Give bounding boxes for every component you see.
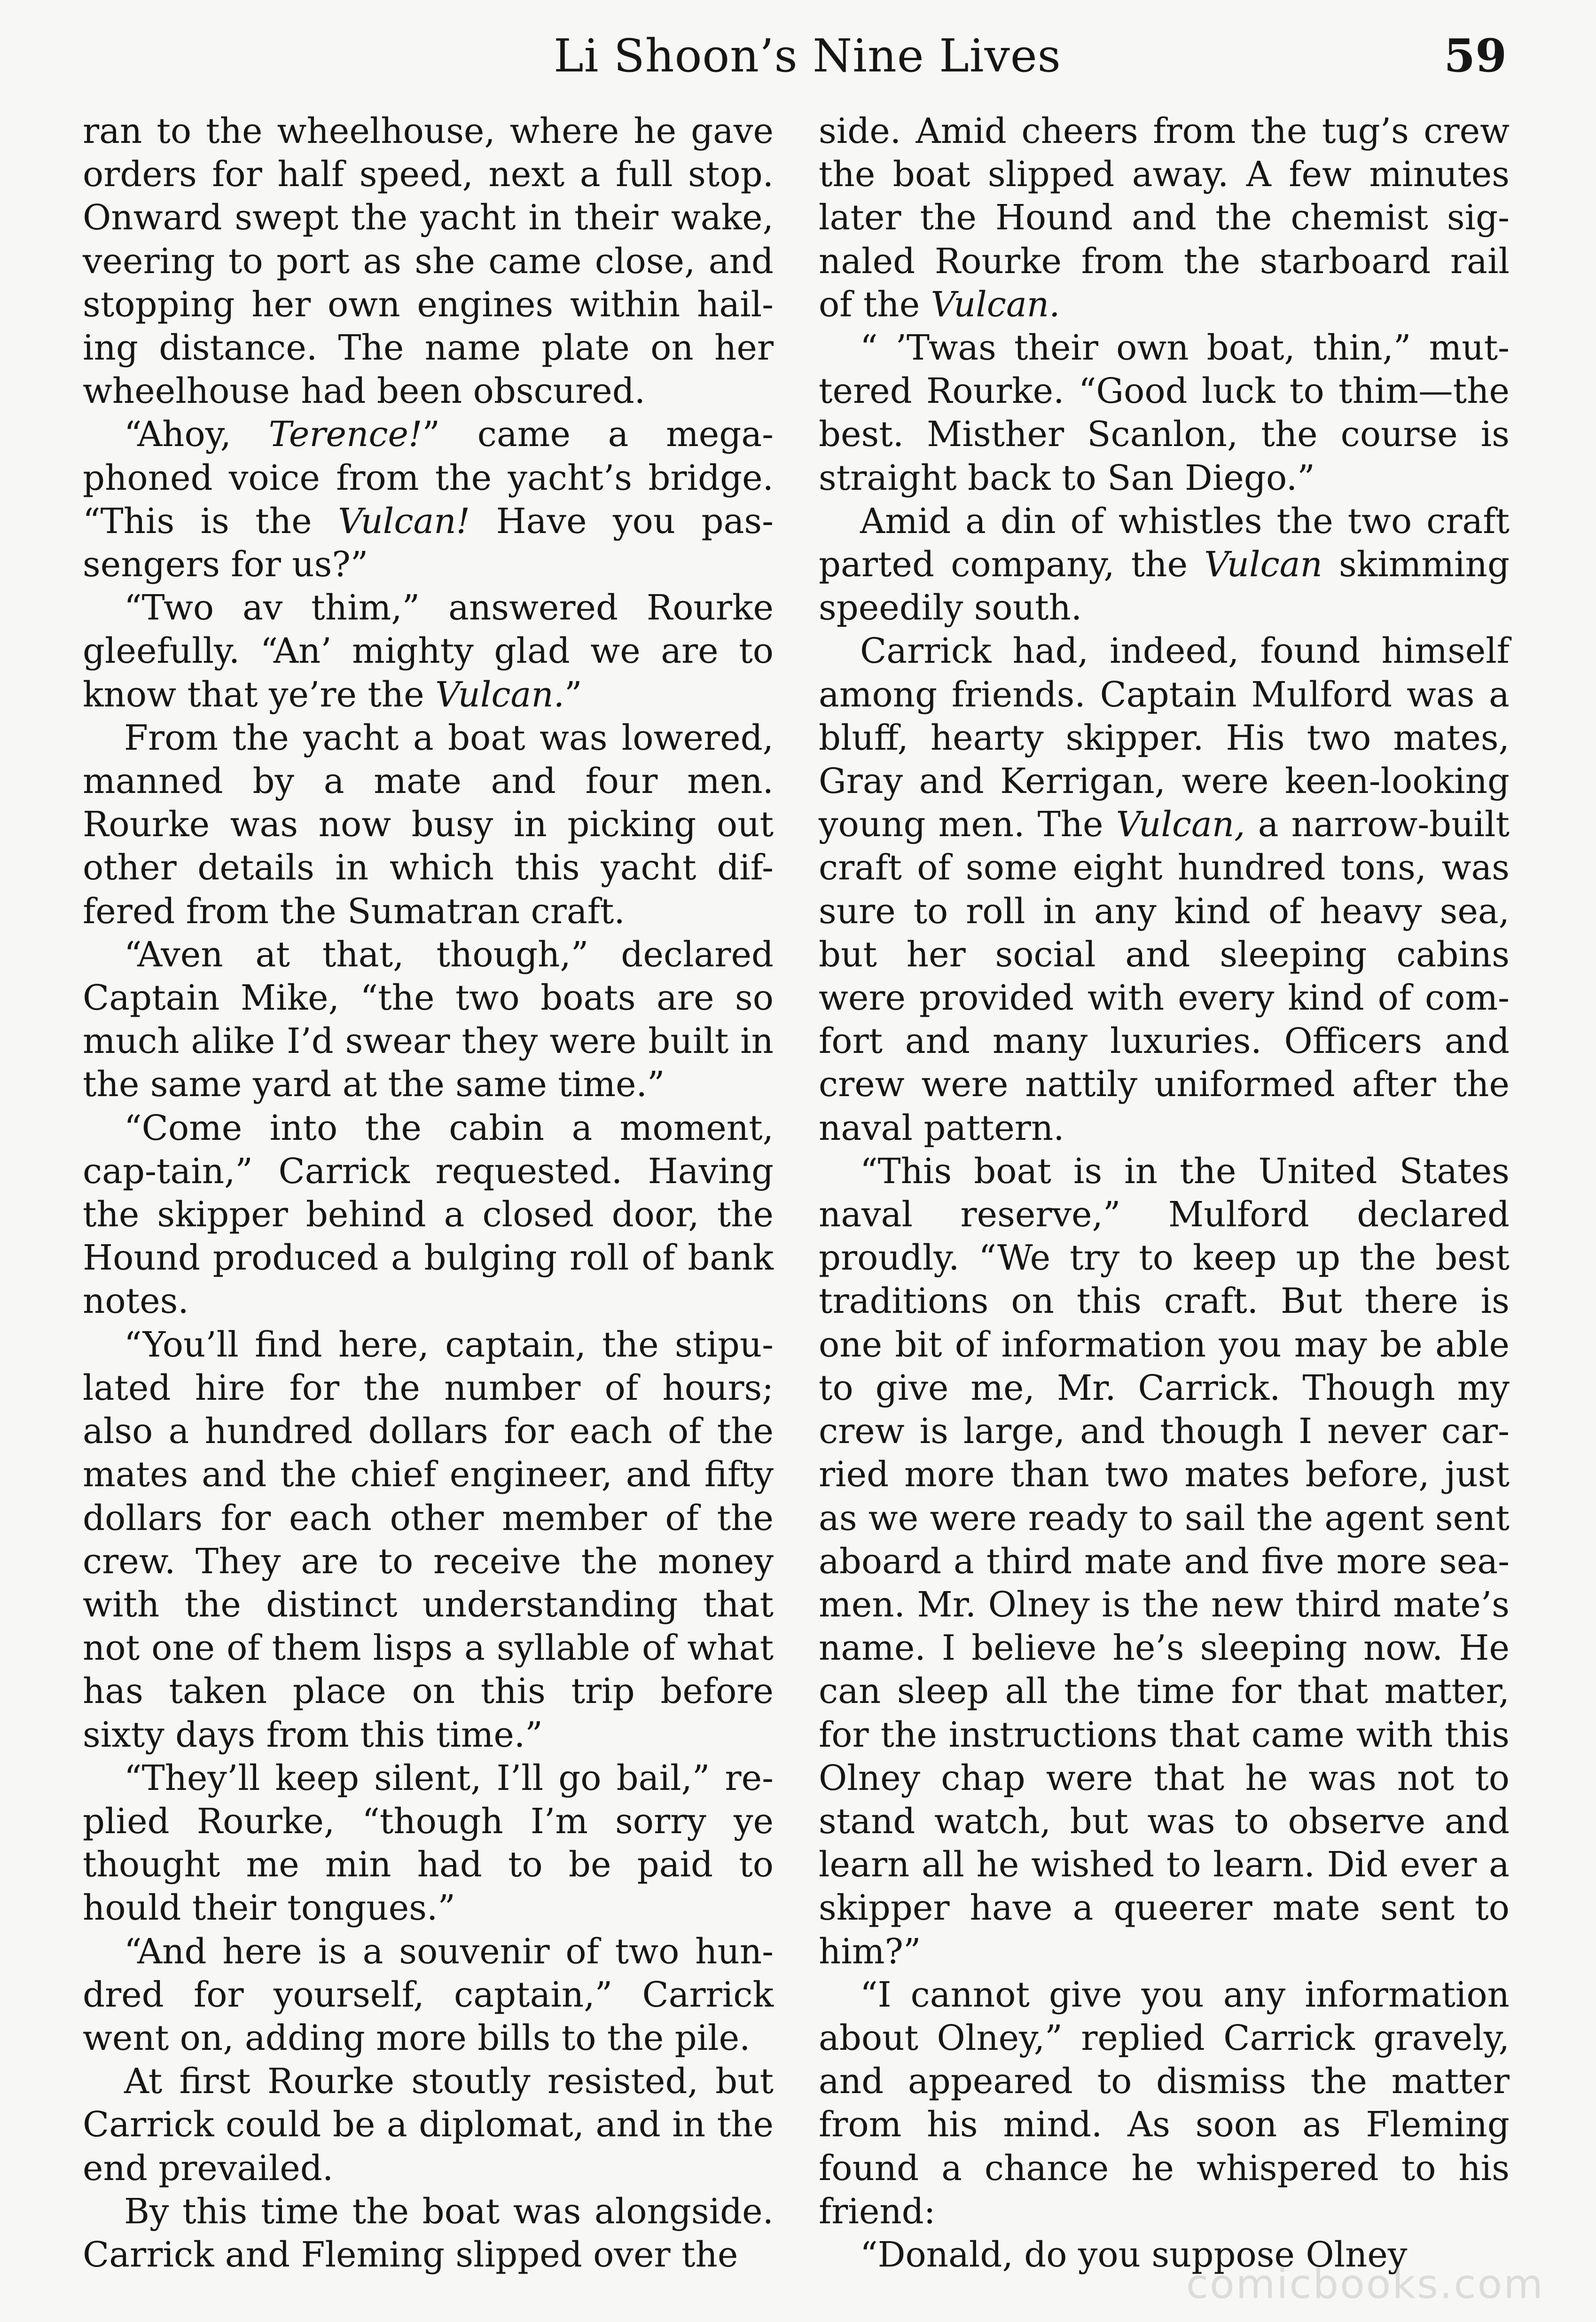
paragraph: “They’ll keep silent, I’ll go bail,” re-plied Rourke, “though I’m sorry ye thought me min had to be paid to hould their tongues.” <box>83 1758 774 1929</box>
paragraph: ran to the wheelhouse, where he gave orders for half speed, next a full stop. Onward swept the yacht in their wake, veering to port as she came close, and stopping her own engines within hail-ing distance. The name plate on her wheelhouse had been obscured. <box>83 111 774 412</box>
page-header <box>0 30 1596 82</box>
left-column <box>83 110 774 2277</box>
paragraph: From the yacht a boat was lowered, manned by a mate and four men. Rourke was now busy in picking out other details in which this yacht dif-fered from the Sumatran craft. <box>83 718 774 932</box>
running-title: Li Shoon’s Nine Lives <box>554 30 1061 82</box>
paragraph: side. Amid cheers from the tug’s crew the boat slipped away. A few minutes later the Hound and the chemist sig-naled Rourke from the starboard rail of the Vulcan. <box>819 111 1510 325</box>
paragraph: “This boat is in the United States naval reserve,” Mulford declared proudly. “We try to keep up the best traditions on this craft. But there is one bit of information you may be able to give me, Mr. Carrick. Though my crew is large, and though I never car-ried more than two mates before, just as we were ready to sail the agent sent aboard a third mate and five more sea-men. Mr. Olney is the new third mate’s name. I believe he’s sleeping now. He can sleep all the time for that matter, for the instructions that came with this Olney chap were that he was not to stand watch, but was to observe and learn all he wished to learn. Did ever a skipper have a queerer mate sent to him?” <box>819 1151 1510 1972</box>
paragraph: “Aven at that, though,” declared Captain Mike, “the two boats are so much alike I’d swear they were built in the same yard at the same time.” <box>83 934 774 1105</box>
watermark: comicbooks.com <box>1186 2261 1544 2308</box>
paragraph: “And here is a souvenir of two hun-dred for yourself, captain,” Carrick went on, adding more bills to the pile. <box>83 1931 774 2058</box>
paragraph: “Come into the cabin a moment, cap-tain,” Carrick requested. Having the skipper behind a closed door, the Hound produced a bulging roll of bank notes. <box>83 1108 774 1322</box>
paragraph: “Donald, do you suppose Olney <box>860 2235 1408 2275</box>
right-column <box>819 110 1510 2277</box>
paragraph: “ ’Twas their own boat, thin,” mut-tered Rourke. “Good luck to thim—the best. Misther Scanlon, the course is straight back to San Diego.” <box>819 328 1510 498</box>
paragraph: Carrick had, indeed, found himself among friends. Captain Mulford was a bluff, hearty skipper. His two mates, Gray and Kerrigan, were keen-looking young men. The Vulcan, a narrow-built craft of some eight hundred tons, was sure to roll in any kind of heavy sea, but her social and sleeping cabins were provided with every kind of com-fort and many luxuries. Officers and crew were nattily uniformed after the naval pattern. <box>819 631 1510 1148</box>
page-number: 59 <box>1444 29 1507 82</box>
paragraph: “You’ll find here, captain, the stipu-lated hire for the number of hours; also a hundred dollars for each of the mates and the chief engineer, and fifty dollars for each other member of the crew. They are to receive the money with the distinct understanding that not one of them lisps a syllable of what has taken place on this trip before sixty days from this time.” <box>83 1325 774 1755</box>
paragraph: “I cannot give you any information about Olney,” replied Carrick gravely, and appeared to dismiss the matter from his mind. As soon as Fleming found a chance he whispered to his friend: <box>819 1975 1510 2232</box>
paragraph: By this time the boat was alongside. Carrick and Fleming slipped over the <box>83 2191 774 2275</box>
paragraph: “Two av thim,” answered Rourke gleefully. “An’ mighty glad we are to know that ye’re the Vulcan.” <box>83 588 774 715</box>
paragraph: At first Rourke stoutly resisted, but Carrick could be a diplomat, and in the end prevailed. <box>83 2062 774 2189</box>
paragraph: “Ahoy, Terence!” came a mega-phoned voice from the yacht’s bridge. “This is the Vulcan! Have you pas-sengers for us?” <box>83 415 774 585</box>
paragraph: Amid a din of whistles the two craft parted company, the Vulcan skimming speedily south. <box>819 501 1510 628</box>
